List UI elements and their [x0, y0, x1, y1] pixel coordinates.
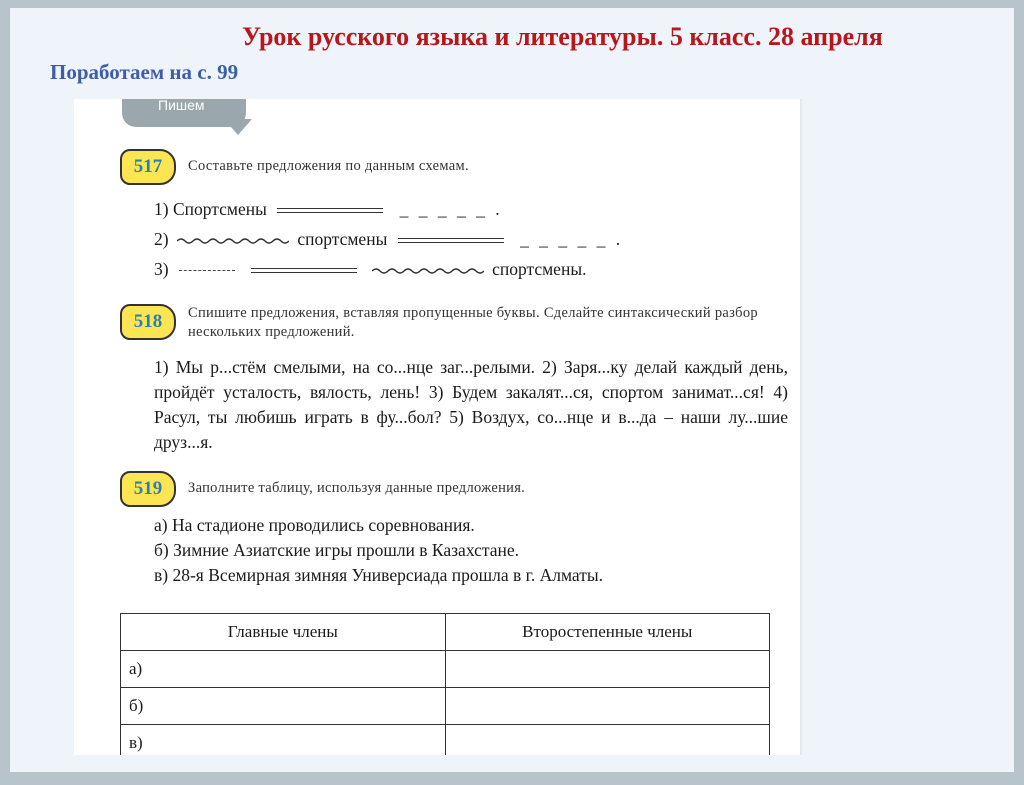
table-cell-empty — [445, 725, 770, 756]
task-number-519: 519 — [120, 471, 176, 507]
scheme-3-word: спортсмены. — [492, 259, 587, 279]
scheme-3 — [154, 259, 586, 280]
sentence-b: б) Зимние Азиатские игры прошли в Казахстане. — [154, 540, 519, 560]
task-518-text: 1) Мы р...стём смелыми, на со...нце заг...релыми. 2) Заря...ку делай каждый день, пройдёт усталость, вялость, лень! 3) Будем закалят...ся, спортом занимат...ся! 4) Расул, ты любишь играть в фу...бол? 5) Воздух, со...нце и в...да – наши лу...шие друз...я. — [154, 357, 788, 452]
table-header-secondary: Второстепенные члены — [445, 614, 770, 651]
scheme-1-number: 1) — [154, 199, 169, 219]
table-row — [121, 725, 770, 756]
scheme-1-tail: _ _ _ _ _ . — [399, 199, 503, 219]
sentence-a: а) На стадионе проводились соревнования. — [154, 515, 475, 535]
task-519-sentences — [154, 513, 603, 588]
table-cell-label: б) — [121, 688, 446, 725]
scheme-3-number: 3) — [154, 259, 169, 279]
double-underline — [398, 238, 504, 243]
textbook-page — [74, 99, 800, 755]
dash-dot-underline — [179, 270, 235, 271]
sentence-c: в) 28-я Всемирная зимняя Универсиада прошла в г. Алматы. — [154, 565, 604, 585]
members-table — [120, 613, 770, 755]
scheme-2-number: 2) — [154, 229, 169, 249]
double-underline — [251, 268, 357, 273]
table-cell-empty — [445, 688, 770, 725]
table-cell-label: в) — [121, 725, 446, 756]
table-row — [121, 651, 770, 688]
page-title: Урок русского языка и литературы. 5 класс. 28 апреля — [242, 22, 883, 51]
table-header-main: Главные члены — [121, 614, 446, 651]
task-number-517: 517 — [120, 149, 176, 185]
table-header-row — [121, 614, 770, 651]
speech-bubble-label: Пишем — [158, 99, 205, 113]
task-517-instruction: Составьте предложения по данным схемам. — [188, 158, 469, 174]
table-cell-label: а) — [121, 651, 446, 688]
slide — [10, 8, 1014, 772]
task-518-instruction: Спишите предложения, вставляя пропущенные буквы. Сделайте синтаксический разбор нескольких предложений. — [188, 305, 758, 340]
task-519-instruction: Заполните таблицу, используя данные предложения. — [188, 480, 526, 496]
table-row — [121, 688, 770, 725]
task-number-518: 518 — [120, 304, 176, 340]
double-underline — [277, 208, 383, 213]
scheme-1 — [154, 199, 503, 220]
scheme-1-word: Спортсмены — [172, 199, 267, 219]
scheme-2-word: спортсмены — [297, 229, 388, 249]
speech-bubble-tail — [224, 119, 252, 135]
wavy-underline — [372, 266, 484, 276]
table-cell-empty — [445, 651, 770, 688]
scheme-2 — [154, 229, 623, 250]
scheme-2-tail: _ _ _ _ _ . — [520, 229, 624, 249]
page-subtitle: Поработаем на с. 99 — [50, 60, 239, 84]
wavy-underline — [177, 236, 289, 246]
